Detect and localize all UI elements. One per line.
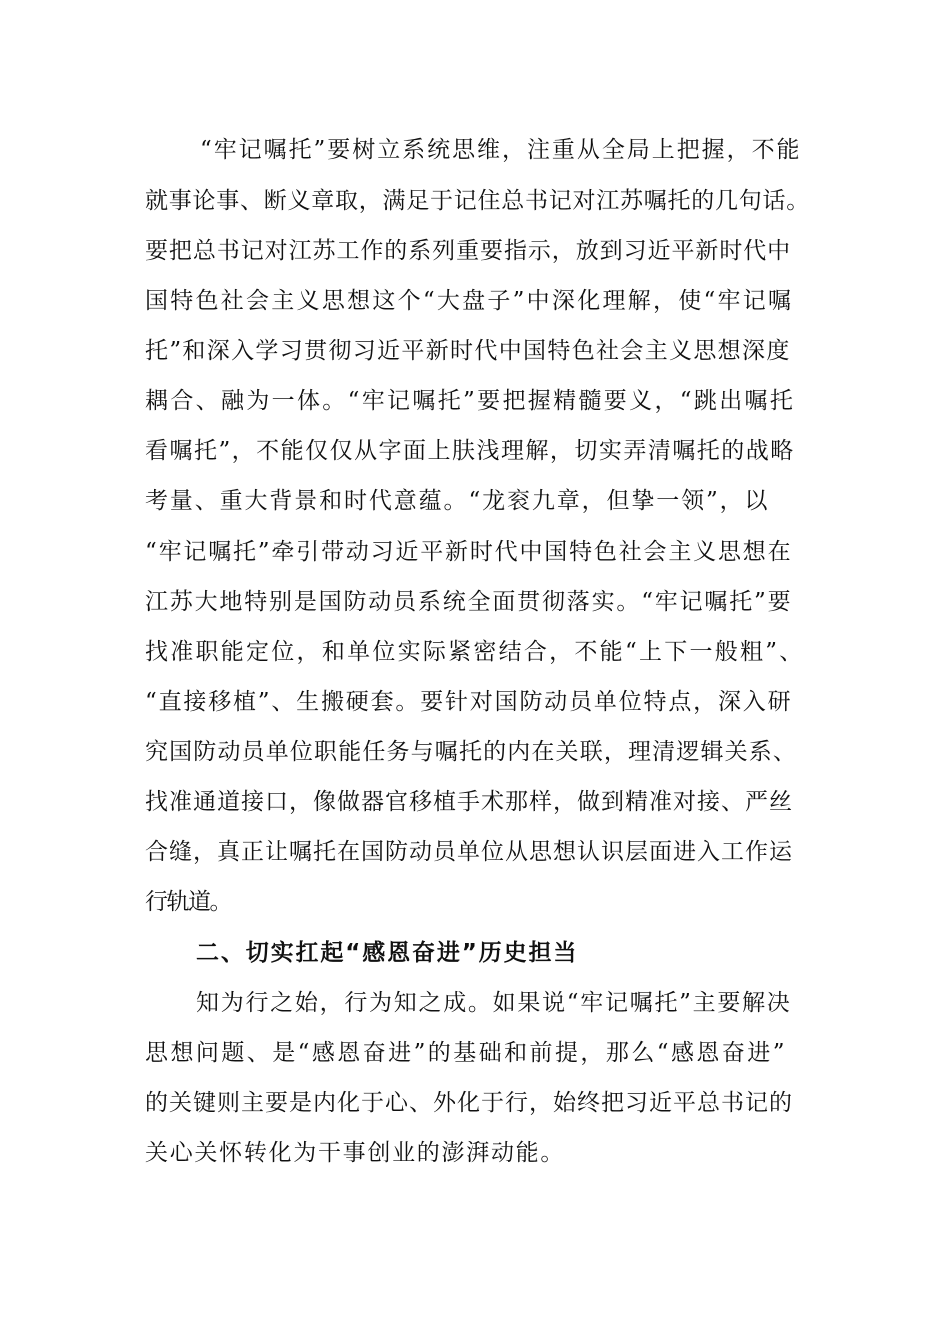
paragraph-line: 知为行之始，行为知之成。如果说“牢记嘱托”主要解决 [196, 990, 792, 1016]
paragraph-line: 国特色社会主义思想这个“大盘子”中深化理解，使“牢记嘱 [145, 288, 794, 314]
paragraph-line: 合缝，真正让嘱托在国防动员单位从思想认识层面进入工作运 [145, 839, 793, 865]
paragraph-line: 的关键则主要是内化于心、外化于行，始终把习近平总书记的 [145, 1090, 793, 1116]
paragraph-line: 究国防动员单位职能任务与嘱托的内在关联，理清逻辑关系、 [145, 739, 798, 765]
paragraph-line: “牢记嘱托”要树立系统思维，注重从全局上把握，不能 [200, 137, 802, 163]
paragraph-line: 找准通道接口，像做器官移植手术那样，做到精准对接、严丝 [145, 789, 793, 815]
paragraph-line: 要把总书记对江苏工作的系列重要指示，放到习近平新时代中 [145, 238, 792, 264]
paragraph-line: 关心关怀转化为干事创业的澎湃动能。 [145, 1140, 566, 1166]
paragraph-line: 考量、重大背景和时代意蕴。“龙衮九章，但挚一领”，以 [145, 488, 770, 514]
paragraph-line: 找准职能定位，和单位实际紧密结合，不能“上下一般粗”、 [145, 639, 805, 665]
paragraph-line: “直接移植”、生搬硬套。要针对国防动员单位特点，深入研 [145, 689, 793, 715]
paragraph-line: 江苏大地特别是国防动员系统全面贯彻落实。“牢记嘱托”要 [145, 589, 793, 615]
paragraph-line: 托”和深入学习贯彻习近平新时代中国特色社会主义思想深度 [145, 338, 791, 364]
paragraph-line: “牢记嘱托”牵引带动习近平新时代中国特色社会主义思想在 [145, 539, 793, 565]
section-heading: 二、切实扛起“感恩奋进”历史担当 [196, 940, 579, 966]
paragraph-line: 看嘱托”，不能仅仅从字面上肤浅理解，切实弄清嘱托的战略 [145, 438, 795, 464]
paragraph-line: 就事论事、断义章取，满足于记住总书记对江苏嘱托的几句话。 [145, 188, 810, 214]
paragraph-line: 行轨道。 [145, 889, 231, 915]
paragraph-line: 耦合、融为一体。“牢记嘱托”要把握精髓要义，“跳出嘱托 [145, 388, 796, 414]
paragraph-line: 思想问题、是“感恩奋进”的基础和前提，那么“感恩奋进” [145, 1040, 787, 1066]
